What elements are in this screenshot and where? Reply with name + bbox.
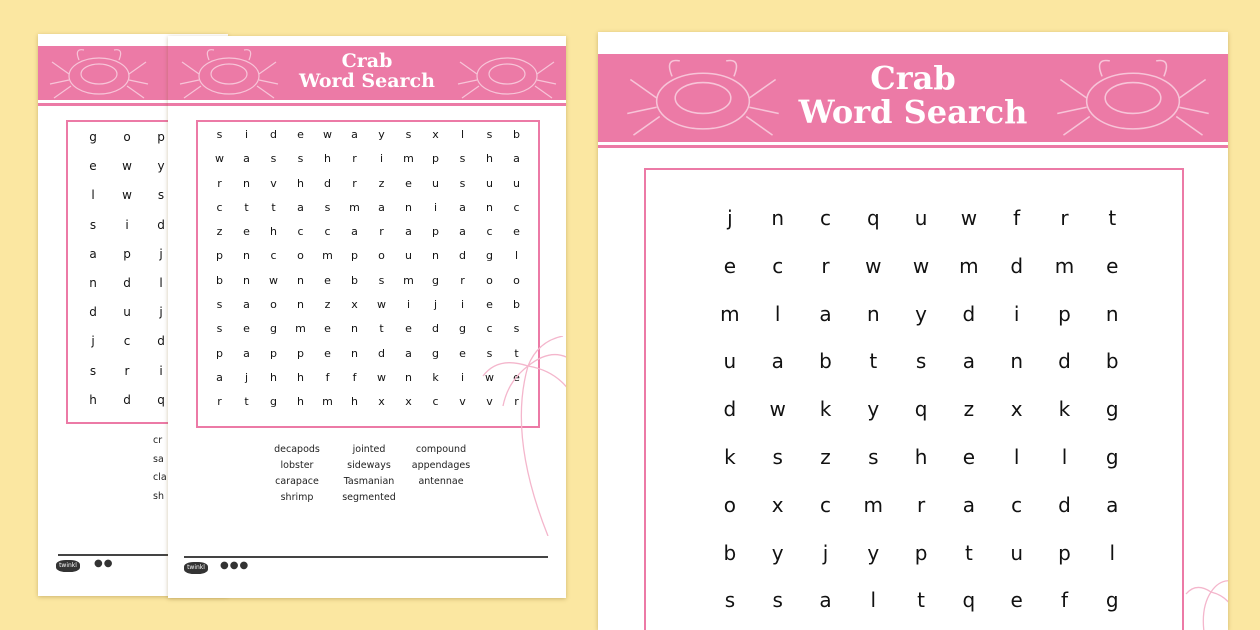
grid-letter: c (324, 225, 331, 239)
grid-letter: z (324, 298, 331, 312)
grid-letter: s (486, 128, 493, 141)
front-banner (598, 54, 1228, 145)
middle-word-list (266, 444, 472, 503)
middle-logo-icon: twinkl (184, 562, 208, 574)
grid-letter: l (460, 128, 465, 141)
grid-letter: n (243, 176, 250, 190)
grid-letter: u (1010, 540, 1024, 565)
grid-letter: f (352, 370, 357, 384)
grid-letter: l (1061, 444, 1068, 469)
grid-letter: u (914, 206, 928, 230)
grid-letter: t (869, 349, 878, 374)
grid-letter: s (378, 273, 385, 287)
grid-letter: e (324, 273, 331, 287)
grid-letter: y (157, 159, 165, 174)
grid-letter: x (405, 395, 412, 409)
grid-letter: x (771, 492, 784, 517)
grid-letter: s (216, 128, 223, 141)
grid-letter: m (349, 200, 360, 214)
grid-letter: b (819, 349, 832, 374)
grid-letter: m (1054, 253, 1075, 278)
grid-letter: v (270, 176, 277, 190)
grid-letter: s (915, 349, 927, 374)
middle-banner (168, 46, 566, 103)
grid-letter: i (125, 217, 129, 232)
grid-letter: g (270, 395, 277, 409)
grid-letter: b (513, 128, 520, 141)
word-list-item: sideways (347, 460, 391, 471)
grid-letter: c (772, 253, 784, 278)
grid-letter: e (459, 346, 466, 360)
grid-letter: b (513, 298, 520, 312)
grid-letter: r (1060, 206, 1069, 230)
grid-letter: k (432, 370, 439, 384)
word-list-item: decapods (274, 444, 320, 455)
grid-letter: d (1058, 349, 1071, 374)
grid-letter: a (243, 298, 250, 312)
grid-letter: a (513, 152, 520, 166)
grid-letter: i (406, 298, 411, 312)
grid-letter: l (514, 249, 519, 263)
grid-letter: g (1105, 397, 1119, 422)
grid-letter: h (351, 395, 358, 409)
grid-letter: s (405, 128, 412, 141)
grid-letter: i (1013, 301, 1020, 326)
grid-letter: t (917, 588, 925, 613)
grid-letter: x (432, 128, 439, 141)
grid-letter: m (403, 152, 414, 166)
grid-letter: j (727, 206, 733, 230)
grid-letter: a (378, 200, 385, 214)
grid-letter: i (379, 152, 384, 166)
grid-letter: x (1010, 397, 1023, 422)
grid-letter: s (216, 322, 223, 336)
grid-letter: o (123, 130, 131, 144)
grid-letter: b (723, 540, 737, 565)
grid-letter: m (295, 322, 306, 336)
grid-letter: g (432, 273, 439, 287)
grid-letter: w (377, 370, 386, 384)
grid-letter: a (216, 370, 223, 384)
grid-letter: v (459, 395, 466, 409)
grid-letter: b (351, 273, 358, 287)
grid-letter: d (123, 275, 131, 290)
word-list-item: lobster (280, 460, 314, 471)
word-list-item: cr (153, 435, 163, 446)
grid-letter: s (297, 152, 304, 166)
grid-letter: w (122, 159, 132, 174)
palm-tree-icon (468, 336, 566, 536)
grid-letter: d (1010, 253, 1024, 278)
grid-letter: t (964, 540, 973, 565)
grid-letter: s (157, 188, 165, 203)
grid-letter: m (720, 301, 740, 326)
grid-letter: l (91, 188, 95, 203)
middle-title-line1: Crab (341, 50, 393, 72)
grid-letter: e (723, 253, 737, 278)
grid-letter: d (270, 128, 277, 141)
grid-letter: n (405, 370, 412, 384)
grid-letter: a (459, 200, 466, 214)
grid-letter: i (159, 363, 163, 378)
front-grid-box (644, 168, 1184, 630)
grid-letter: j (159, 305, 163, 320)
grid-letter: f (1013, 206, 1021, 230)
middle-worksheet (168, 36, 566, 598)
grid-letter: j (244, 370, 249, 384)
grid-letter: d (324, 176, 331, 190)
grid-letter: s (459, 176, 466, 190)
grid-letter: n (297, 298, 304, 312)
grid-letter: w (269, 273, 278, 287)
grid-letter: n (89, 275, 97, 290)
grid-letter: p (432, 152, 439, 166)
grid-letter: w (323, 128, 332, 141)
word-list-item: compound (415, 444, 467, 455)
grid-letter: h (297, 370, 304, 384)
grid-letter: r (352, 152, 357, 166)
grid-letter: n (486, 200, 493, 214)
grid-letter: y (771, 540, 784, 565)
grid-letter: r (514, 395, 519, 409)
grid-letter: y (867, 540, 880, 565)
grid-letter: n (297, 273, 304, 287)
grid-letter: e (243, 322, 250, 336)
grid-letter: r (124, 363, 130, 378)
grid-letter: m (403, 273, 414, 287)
grid-letter: d (1058, 492, 1071, 517)
grid-letter: y (378, 128, 385, 141)
grid-letter: w (377, 298, 386, 312)
grid-letter: p (432, 225, 439, 239)
back-logo-icon: twinkl (56, 560, 80, 572)
grid-letter: i (433, 200, 438, 214)
grid-letter: d (432, 322, 439, 336)
grid-letter: z (378, 176, 385, 190)
grid-letter: g (459, 322, 466, 336)
grid-letter: c (1011, 492, 1023, 517)
grid-letter: u (513, 176, 520, 190)
grid-letter: e (324, 322, 331, 336)
grid-letter: o (513, 273, 520, 287)
grid-letter: c (819, 492, 831, 517)
grid-letter: g (89, 130, 97, 144)
grid-letter: p (216, 249, 223, 263)
middle-dots-icon: ●●● (220, 560, 250, 571)
back-word-list (153, 432, 167, 506)
grid-letter: j (91, 334, 95, 349)
grid-letter: o (486, 273, 493, 287)
crab-illustration-icon (44, 44, 154, 104)
word-list-item: jointed (352, 444, 386, 455)
grid-letter: d (89, 305, 97, 320)
grid-letter: r (352, 176, 357, 190)
grid-letter: m (959, 253, 979, 278)
grid-letter: c (216, 200, 223, 214)
grid-letter: p (216, 346, 223, 360)
grid-letter: x (351, 298, 358, 312)
grid-letter: e (513, 225, 520, 239)
grid-letter: y (867, 397, 880, 422)
grid-letter: e (89, 159, 97, 174)
grid-letter: a (459, 225, 466, 239)
middle-footer-bar (184, 556, 548, 558)
grid-letter: k (724, 444, 736, 469)
grid-letter: s (486, 346, 493, 360)
grid-letter: c (819, 206, 831, 230)
grid-letter: s (772, 444, 783, 469)
word-list-item: antennae (418, 476, 464, 487)
grid-letter: w (769, 397, 786, 422)
grid-letter: u (405, 249, 412, 263)
grid-letter: t (514, 346, 519, 360)
grid-letter: p (351, 249, 358, 263)
front-title-line2: Word Search (798, 92, 1028, 131)
grid-letter: e (962, 444, 976, 469)
word-list-item: segmented (342, 492, 396, 503)
grid-letter: h (297, 176, 304, 190)
grid-letter: e (405, 322, 412, 336)
grid-letter: a (351, 225, 358, 239)
grid-letter: u (723, 349, 737, 374)
grid-letter: m (322, 395, 333, 409)
grid-letter: s (89, 363, 97, 378)
grid-letter: l (1013, 444, 1020, 469)
grid-letter: a (771, 349, 784, 374)
grid-letter: g (1105, 444, 1119, 469)
grid-letter: n (1010, 349, 1024, 374)
grid-letter: a (819, 588, 832, 613)
grid-letter: w (215, 152, 224, 166)
grid-letter: s (89, 217, 97, 232)
grid-letter: t (379, 322, 384, 336)
grid-letter: d (157, 334, 165, 349)
word-list-item: sa (153, 453, 164, 465)
grid-letter: b (216, 273, 223, 287)
grid-letter: w (865, 253, 882, 278)
grid-letter: a (962, 349, 976, 374)
grid-letter: q (914, 397, 928, 422)
grid-letter: e (243, 225, 250, 239)
grid-letter: l (1109, 540, 1116, 565)
grid-letter: w (485, 370, 494, 384)
grid-letter: j (159, 246, 163, 261)
grid-letter: m (322, 249, 333, 263)
grid-letter: l (774, 301, 781, 326)
word-list-item: cla (153, 472, 167, 483)
grid-letter: p (157, 130, 165, 144)
grid-letter: a (405, 346, 412, 360)
palm-tree-icon (1176, 572, 1228, 630)
grid-letter: w (122, 188, 132, 203)
grid-letter: a (243, 346, 250, 360)
grid-letter: s (324, 200, 331, 214)
grid-letter: s (459, 152, 466, 166)
grid-letter: j (433, 298, 438, 312)
grid-letter: q (866, 206, 880, 230)
grid-letter: e (1106, 253, 1119, 278)
grid-letter: d (123, 392, 131, 407)
grid-letter: s (513, 322, 520, 336)
grid-letter: o (270, 298, 277, 312)
grid-letter: a (297, 200, 304, 214)
grid-letter: f (325, 370, 330, 384)
back-letter-grid (76, 130, 178, 422)
grid-letter: l (870, 588, 877, 613)
grid-letter: a (405, 225, 412, 239)
grid-letter: h (324, 152, 331, 166)
word-list-item: carapace (275, 476, 319, 487)
grid-letter: d (157, 217, 165, 232)
grid-letter: r (217, 395, 222, 409)
grid-letter: n (405, 200, 412, 214)
grid-letter: t (1108, 206, 1117, 230)
grid-letter: z (216, 225, 223, 239)
grid-letter: s (868, 444, 879, 469)
grid-letter: g (432, 346, 439, 360)
grid-letter: c (270, 249, 277, 263)
grid-letter: h (914, 444, 928, 469)
grid-letter: h (486, 152, 493, 166)
grid-letter: z (820, 444, 831, 469)
grid-letter: r (379, 225, 384, 239)
grid-letter: a (89, 246, 97, 261)
grid-letter: o (297, 249, 304, 263)
grid-letter: a (351, 128, 358, 141)
grid-letter: e (297, 128, 304, 141)
grid-letter: a (962, 492, 976, 517)
grid-letter: h (270, 370, 277, 384)
grid-letter: n (866, 301, 880, 326)
grid-letter: r (821, 253, 830, 278)
grid-letter: h (89, 392, 97, 407)
front-worksheet (598, 32, 1228, 630)
front-title (598, 59, 1228, 131)
grid-letter: t (244, 395, 249, 409)
front-title-line1: Crab (870, 59, 956, 97)
grid-letter: u (432, 176, 439, 190)
middle-title-line2: Word Search (299, 69, 435, 92)
grid-letter: m (863, 492, 884, 517)
grid-letter: e (324, 346, 331, 360)
grid-letter: g (270, 322, 277, 336)
word-list-item: Tasmanian (343, 476, 395, 487)
grid-letter: s (772, 588, 783, 613)
grid-letter: d (962, 301, 976, 326)
grid-letter: q (157, 392, 165, 407)
grid-letter: o (378, 249, 385, 263)
grid-letter: i (244, 128, 249, 141)
grid-letter: q (962, 588, 976, 613)
grid-letter: n (1105, 301, 1119, 326)
grid-letter: g (1105, 588, 1119, 613)
grid-letter: l (159, 275, 163, 290)
grid-letter: u (123, 305, 131, 320)
grid-letter: f (1060, 588, 1068, 613)
grid-letter: r (460, 273, 465, 287)
grid-letter: a (243, 152, 250, 166)
grid-letter: h (297, 395, 304, 409)
front-letter-grid (706, 206, 1136, 630)
grid-letter: p (270, 346, 277, 360)
grid-letter: c (486, 322, 493, 336)
grid-letter: r (217, 176, 222, 190)
grid-letter: c (432, 395, 439, 409)
grid-letter: d (723, 397, 737, 422)
grid-letter: n (351, 322, 358, 336)
grid-letter: b (1105, 349, 1119, 374)
grid-letter: e (405, 176, 412, 190)
grid-letter: s (270, 152, 277, 166)
word-list-item: appendages (411, 460, 471, 471)
grid-letter: p (914, 540, 928, 565)
grid-letter: i (460, 370, 465, 384)
middle-title (168, 52, 566, 92)
grid-letter: g (486, 249, 493, 263)
grid-letter: w (912, 253, 930, 278)
grid-letter: e (513, 370, 520, 384)
grid-letter: p (1058, 301, 1071, 326)
grid-letter: d (378, 346, 385, 360)
grid-letter: t (271, 200, 276, 214)
grid-letter: d (459, 249, 466, 263)
grid-letter: a (819, 301, 832, 326)
grid-letter: h (270, 225, 277, 239)
grid-letter: s (216, 298, 223, 312)
grid-letter: t (244, 200, 249, 214)
grid-letter: j (822, 540, 829, 565)
grid-letter: a (1106, 492, 1119, 517)
word-list-item: shrimp (280, 492, 314, 503)
grid-letter: n (432, 249, 439, 263)
grid-letter: x (378, 395, 385, 409)
grid-letter: v (486, 395, 493, 409)
grid-letter: p (297, 346, 304, 360)
grid-letter: n (243, 249, 250, 263)
grid-letter: c (486, 225, 493, 239)
grid-letter: w (960, 206, 978, 230)
grid-letter: p (1058, 540, 1071, 565)
grid-letter: e (1010, 588, 1023, 613)
grid-letter: n (351, 346, 358, 360)
grid-letter: n (243, 273, 250, 287)
word-list-item: sh (153, 490, 164, 502)
grid-letter: k (819, 397, 832, 422)
grid-letter: s (724, 588, 736, 613)
grid-letter: y (915, 301, 927, 326)
back-dots-icon: ●● (94, 558, 114, 569)
grid-letter: e (486, 298, 493, 312)
grid-letter: n (771, 206, 785, 230)
grid-letter: p (123, 246, 131, 261)
grid-letter: c (123, 334, 131, 349)
grid-letter: i (460, 298, 465, 312)
grid-letter: k (1058, 397, 1071, 422)
grid-letter: c (297, 225, 304, 239)
grid-letter: u (486, 176, 493, 190)
grid-letter: c (513, 200, 520, 214)
grid-letter: z (963, 397, 975, 422)
grid-letter: r (916, 492, 926, 517)
grid-letter: o (723, 492, 737, 517)
